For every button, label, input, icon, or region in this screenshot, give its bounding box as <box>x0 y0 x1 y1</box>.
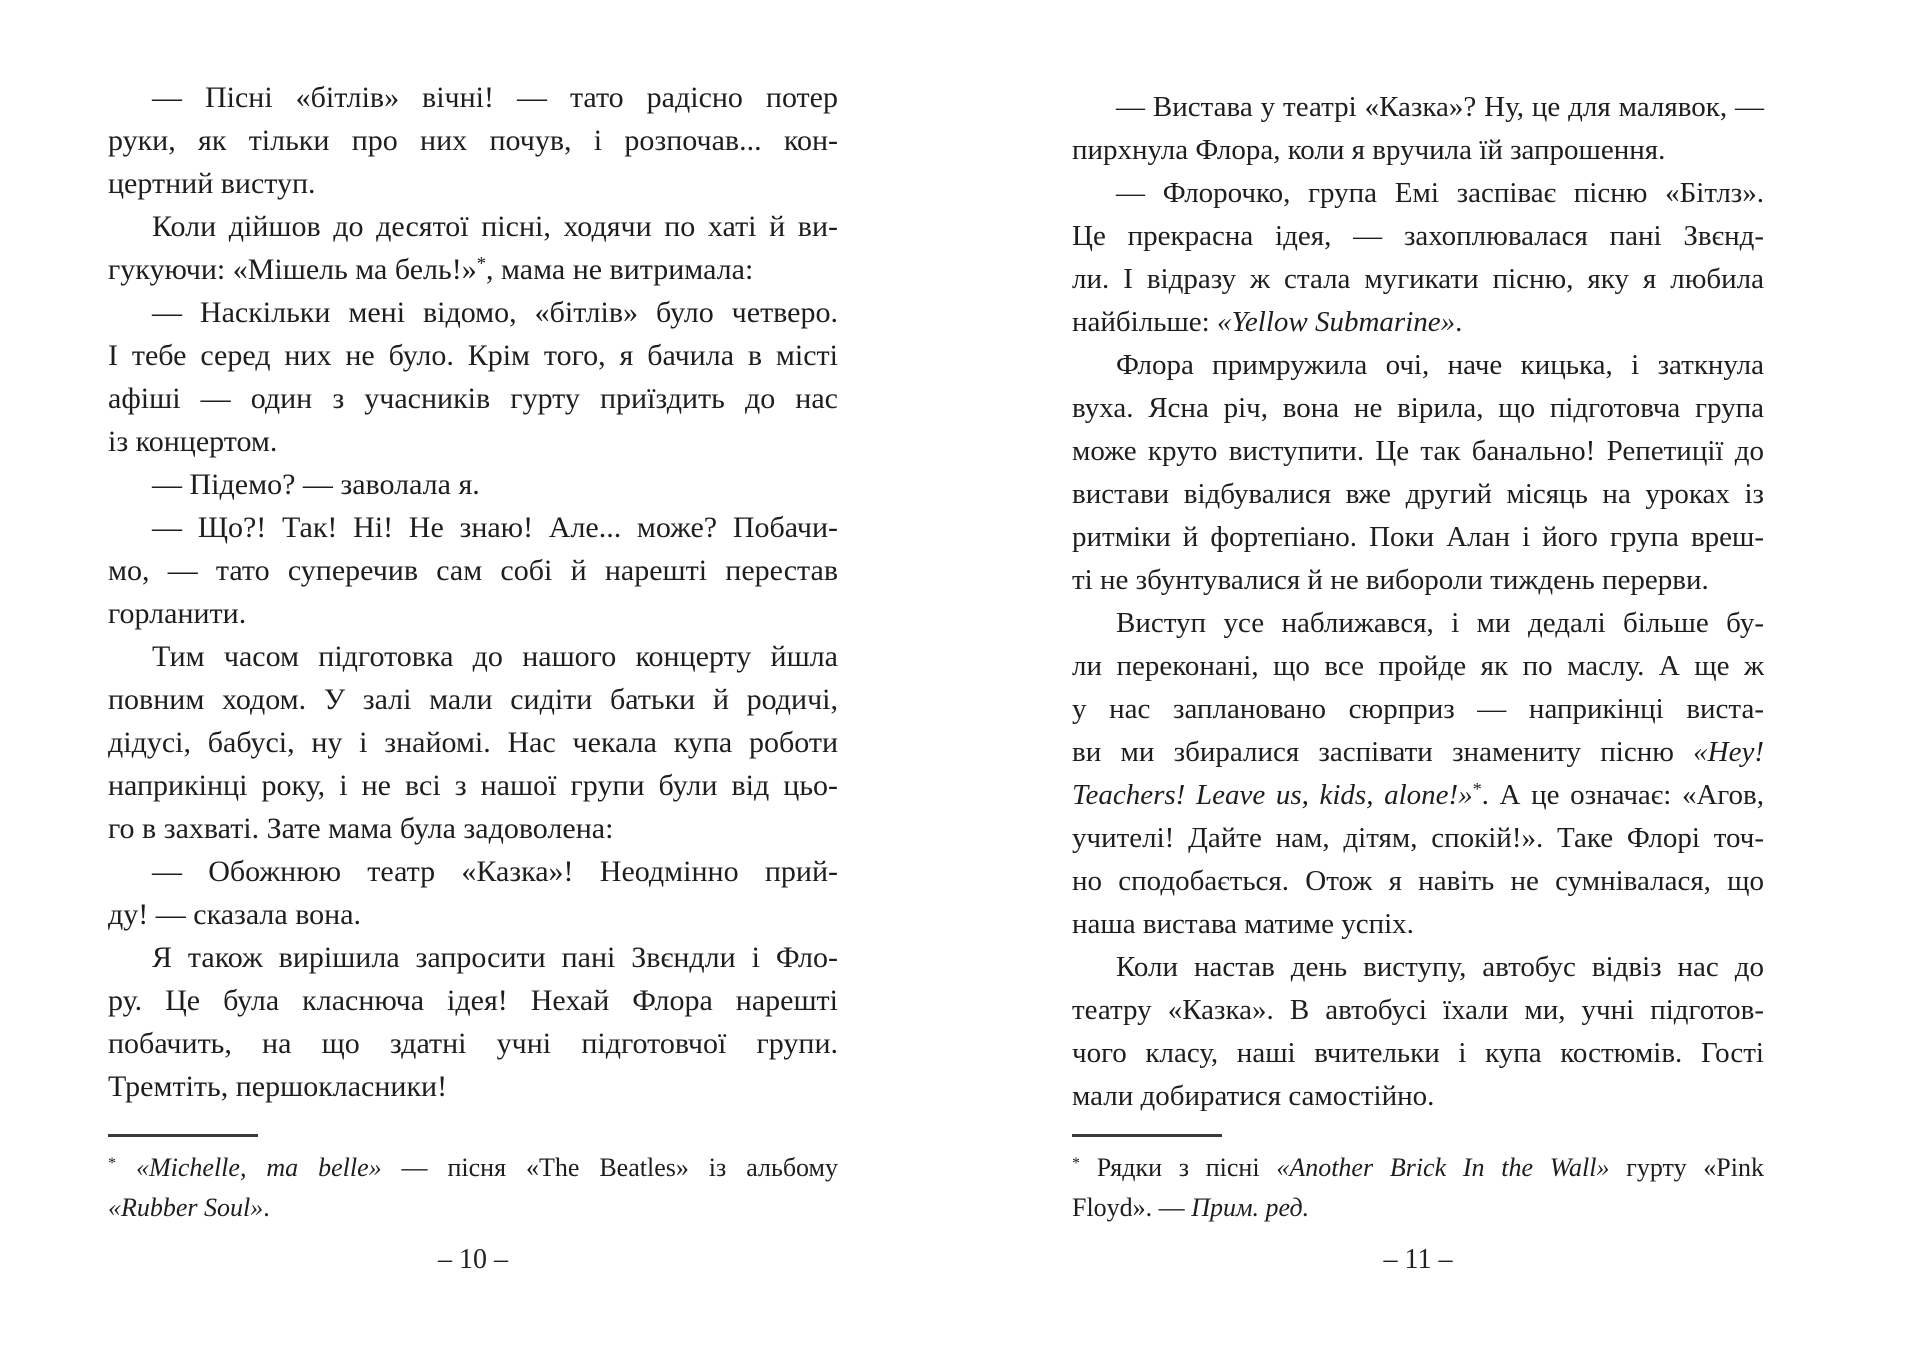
page-number: – 10 – <box>438 1244 508 1275</box>
text-segment: гукуючи: «Мішель ма бель!» <box>108 253 477 286</box>
text-segment: дідусі, бабусі, ну і знайомі. Нас чекала купа роботи <box>108 726 838 759</box>
text-segment: афіші — один з учасників гурту приїздить до нас <box>108 382 838 415</box>
left-page-body-text <box>108 76 838 1108</box>
text-segment: Прим. ред. <box>1191 1193 1310 1222</box>
text-line <box>108 506 838 549</box>
text-line <box>108 807 838 850</box>
text-segment: театру «Казка». В автобусі їхали ми, учні підготов- <box>1072 994 1764 1026</box>
text-segment: . <box>1455 306 1463 338</box>
text-segment: — Що?! Так! Ні! Не знаю! Але... може? Побачи- <box>152 511 838 544</box>
text-line <box>108 1065 838 1108</box>
text-segment: ті не збунтувалися й не вибороли тиждень перерви. <box>1072 564 1709 596</box>
text-line <box>1072 817 1764 860</box>
left-page-footnote <box>108 1148 838 1228</box>
text-segment: найбільше: <box>1072 306 1217 338</box>
text-line <box>1072 774 1764 817</box>
text-line <box>1072 172 1764 215</box>
text-line <box>108 1022 838 1065</box>
text-line <box>108 463 838 506</box>
text-segment: наша вистава матиме успіх. <box>1072 908 1414 940</box>
text-line <box>108 119 838 162</box>
text-line <box>1072 559 1764 602</box>
text-line <box>108 721 838 764</box>
text-line <box>1072 344 1764 387</box>
text-line <box>1072 688 1764 731</box>
text-line <box>1072 1188 1764 1228</box>
text-segment: учителі! Дайте нам, дітям, спокій!». Таке Флорі точ- <box>1072 822 1764 854</box>
text-segment: може круто виступити. Це так банально! Репетиції до <box>1072 435 1764 467</box>
text-line <box>108 893 838 936</box>
text-line <box>108 850 838 893</box>
text-segment: пирхнула Флора, коли я вручила їй запрошення. <box>1072 134 1666 166</box>
text-line <box>108 420 838 463</box>
text-line <box>1072 731 1764 774</box>
text-segment: . <box>263 1193 270 1222</box>
text-segment: «Yellow Submarine» <box>1216 306 1456 338</box>
text-line <box>1072 129 1764 172</box>
text-line <box>1072 903 1764 946</box>
text-segment: Рядки з пісні <box>1080 1153 1277 1182</box>
text-segment: «Rubber Soul» <box>108 1193 264 1222</box>
text-line <box>1072 1148 1764 1188</box>
text-segment: цертний виступ. <box>108 167 316 200</box>
text-segment: Floyd». — <box>1072 1193 1192 1222</box>
text-line <box>1072 1075 1764 1118</box>
text-line <box>108 979 838 1022</box>
text-line <box>1072 602 1764 645</box>
footnote-divider <box>108 1134 258 1137</box>
text-line <box>1072 473 1764 516</box>
text-line <box>108 76 838 119</box>
text-segment: . А це означає: «Агов, <box>1481 779 1764 811</box>
text-line <box>1072 301 1764 344</box>
right-page-body-text <box>1072 86 1764 1118</box>
text-segment: Я також вирішила запросити пані Звєндли і Фло- <box>152 941 838 974</box>
text-line <box>108 248 838 291</box>
text-segment: Teachers! Leave us, kids, alone!» <box>1072 779 1473 811</box>
text-segment: — Наскільки мені відомо, «бітлів» було четверо. <box>152 296 838 329</box>
text-segment: мо, — тато суперечив сам собі й нарешті перестав <box>108 554 838 587</box>
text-segment: «Michelle, ma belle» <box>136 1153 382 1182</box>
text-segment: Флора примружила очі, наче кицька, і заткнула <box>1116 349 1764 381</box>
text-segment: * <box>1072 1154 1081 1172</box>
text-line <box>1072 989 1764 1032</box>
text-segment: ви ми збиралися заспівати знамениту пісню <box>1072 736 1694 768</box>
text-line <box>108 764 838 807</box>
text-line <box>1072 645 1764 688</box>
text-segment: ру. Це була класнюча ідея! Нехай Флора нарешті <box>108 984 838 1017</box>
text-line <box>108 1188 838 1228</box>
text-line <box>1072 1032 1764 1075</box>
text-segment: мали добиратися самостійно. <box>1072 1080 1435 1112</box>
text-segment: вуха. Ясна річ, вона не вірила, що підготовча група <box>1072 392 1764 424</box>
text-segment: — Підемо? — заволала я. <box>152 468 480 501</box>
left-page <box>108 0 838 1366</box>
text-segment: — Флорочко, група Емі заспіває пісню «Бітлз». <box>1116 177 1764 209</box>
page-number: – 11 – <box>1383 1244 1453 1275</box>
text-segment: наприкінці року, і не всі з нашої групи були від цьо- <box>108 769 838 802</box>
text-line <box>108 549 838 592</box>
text-line <box>108 205 838 248</box>
text-segment: ритміки й фортепіано. Поки Алан і його група вреш- <box>1072 521 1764 553</box>
text-segment: гурту «Pink <box>1609 1153 1764 1182</box>
text-segment: — Обожнюю театр «Казка»! Неодмінно прий- <box>152 855 838 888</box>
text-line <box>1072 516 1764 559</box>
text-segment: го в захваті. Зате мама була задоволена: <box>108 812 614 845</box>
text-segment: , мама не витримала: <box>486 253 754 286</box>
text-line <box>1072 430 1764 473</box>
text-segment: руки, як тільки про них почув, і розпочав... кон- <box>108 124 838 157</box>
text-segment: ли. І відразу ж стала мугикати пісню, яку я любила <box>1072 263 1764 295</box>
text-segment: «Another Brick In the Wall» <box>1276 1153 1610 1182</box>
text-segment: Тим часом підготовка до нашого концерту йшла <box>152 640 838 673</box>
text-segment: — пісня «The Beatles» із альбому <box>381 1153 839 1182</box>
text-segment: — Пісні «бітлів» вічні! — тато радісно потер <box>152 81 838 114</box>
text-line <box>108 635 838 678</box>
text-segment: повним ходом. У залі мали сидіти батьки й родичі, <box>108 683 838 716</box>
text-line <box>1072 258 1764 301</box>
text-segment: у нас заплановано сюрприз — наприкінці виста- <box>1072 693 1764 725</box>
text-segment: — Вистава у театрі «Казка»? Ну, це для малявок, — <box>1116 91 1764 123</box>
text-line <box>1072 860 1764 903</box>
text-segment: Тремтіть, першокласники! <box>108 1070 448 1103</box>
text-line <box>1072 215 1764 258</box>
text-line <box>108 678 838 721</box>
text-line <box>108 291 838 334</box>
text-segment: ли переконані, що все пройде як по маслу. А ще ж <box>1072 650 1764 682</box>
text-segment: Це прекрасна ідея, — захоплювалася пані Звєнд- <box>1072 220 1764 252</box>
text-segment: вистави відбувалися вже другий місяць на уроках із <box>1072 478 1764 510</box>
text-segment: * <box>476 253 486 275</box>
text-segment: Виступ усе наближався, і ми дедалі більше бу- <box>1116 607 1764 639</box>
text-segment: побачить, на що здатні учні підготовчої групи. <box>108 1027 838 1060</box>
text-line <box>108 936 838 979</box>
text-segment: Коли настав день виступу, автобус відвіз нас до <box>1116 951 1764 983</box>
text-line <box>1072 86 1764 129</box>
text-segment: із концертом. <box>108 425 278 458</box>
text-segment: Коли дійшов до десятої пісні, ходячи по хаті й ви- <box>152 210 838 243</box>
text-line <box>108 1148 838 1188</box>
text-line <box>108 377 838 420</box>
text-line <box>108 592 838 635</box>
right-page-footnote <box>1072 1148 1764 1228</box>
text-segment: но сподобається. Отож я навіть не сумнівалася, що <box>1072 865 1764 897</box>
text-line <box>108 334 838 377</box>
text-segment <box>116 1153 136 1182</box>
text-segment: «Hey! <box>1693 736 1764 768</box>
text-segment: горланити. <box>108 597 247 630</box>
text-line <box>1072 946 1764 989</box>
text-segment: ду! — сказала вона. <box>108 898 362 931</box>
footnote-divider <box>1072 1134 1222 1137</box>
text-segment: * <box>108 1154 117 1172</box>
text-segment: І тебе серед них не було. Крім того, я бачила в місті <box>108 339 838 372</box>
text-segment: чого класу, наші вчительки і купа костюмів. Гості <box>1072 1037 1764 1069</box>
text-segment: * <box>1472 779 1482 800</box>
text-line <box>108 162 838 205</box>
text-line <box>1072 387 1764 430</box>
right-page <box>1072 0 1764 1366</box>
